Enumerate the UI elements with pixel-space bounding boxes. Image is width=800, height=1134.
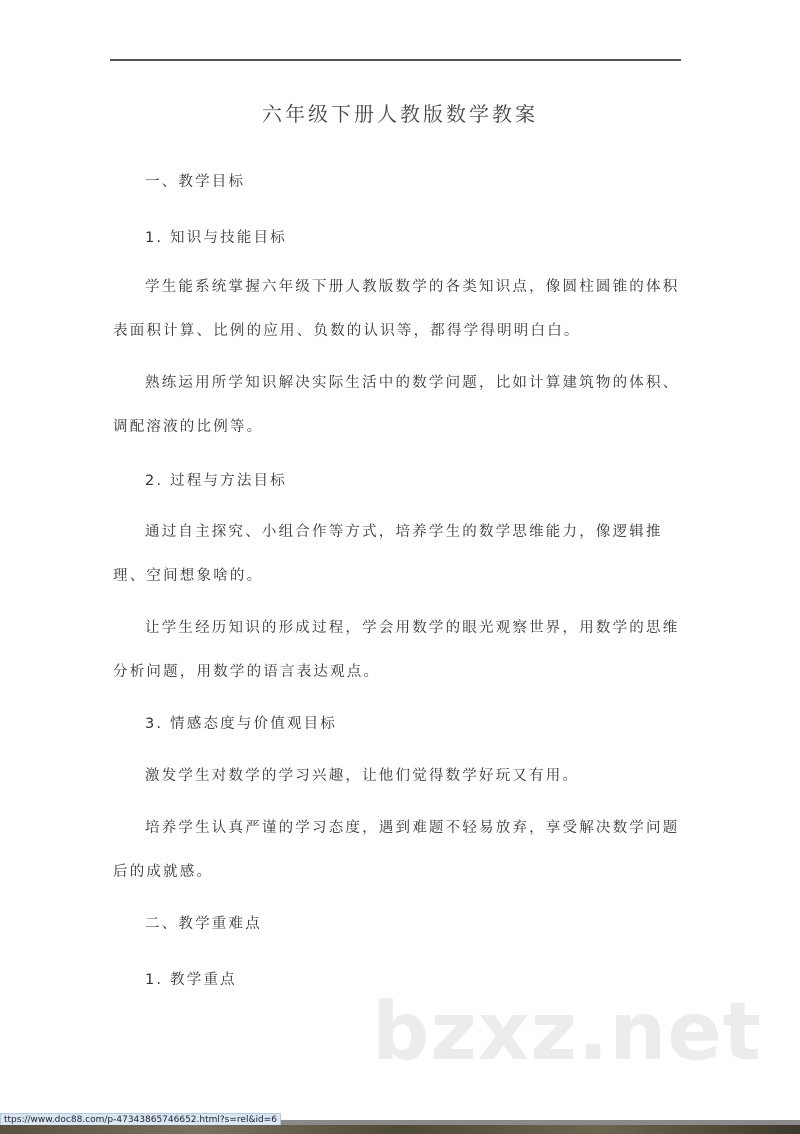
paragraph: 激发学生对数学的学习兴趣，让他们觉得数学好玩又有用。 [145, 768, 580, 784]
paragraph: 通过自主探究、小组合作等方式，培养学生的数学思维能力，像逻辑推理、空间想象啥的。 [113, 524, 663, 584]
subsection-heading: 1. 知识与技能目标 [145, 230, 287, 246]
subsection-heading: 3. 情感态度与价值观目标 [145, 716, 338, 732]
paragraph: 学生能系统掌握六年级下册人教版数学的各类知识点，像圆柱圆锥的体积表面积计算、比例的应用、负数的认识等，都得学得明明白白。 [113, 279, 680, 339]
paragraph: 培养学生认真严谨的学习态度，遇到难题不轻易放弃，享受解决数学问题后的成就感。 [113, 820, 680, 880]
paragraph: 熟练运用所学知识解决实际生活中的数学问题，比如计算建筑物的体积、调配溶液的比例等。 [113, 375, 680, 435]
section-heading: 二、教学重难点 [145, 916, 262, 932]
header-rule [110, 59, 681, 61]
document-title: 六年级下册人教版数学教案 [262, 102, 538, 126]
subsection-heading: 2. 过程与方法目标 [145, 473, 287, 489]
subsection-heading: 1. 教学重点 [145, 972, 237, 988]
watermark: bzxz.net [372, 985, 762, 1078]
desktop-background [0, 1125, 800, 1134]
paragraph: 让学生经历知识的形成过程，学会用数学的眼光观察世界，用数学的思维分析问题，用数学的语言表达观点。 [113, 620, 680, 680]
section-heading: 一、教学目标 [145, 174, 246, 190]
status-bar-url: ttps://www.doc88.com/p-47343865746652.html?s=rel&id=6 [0, 1113, 281, 1128]
